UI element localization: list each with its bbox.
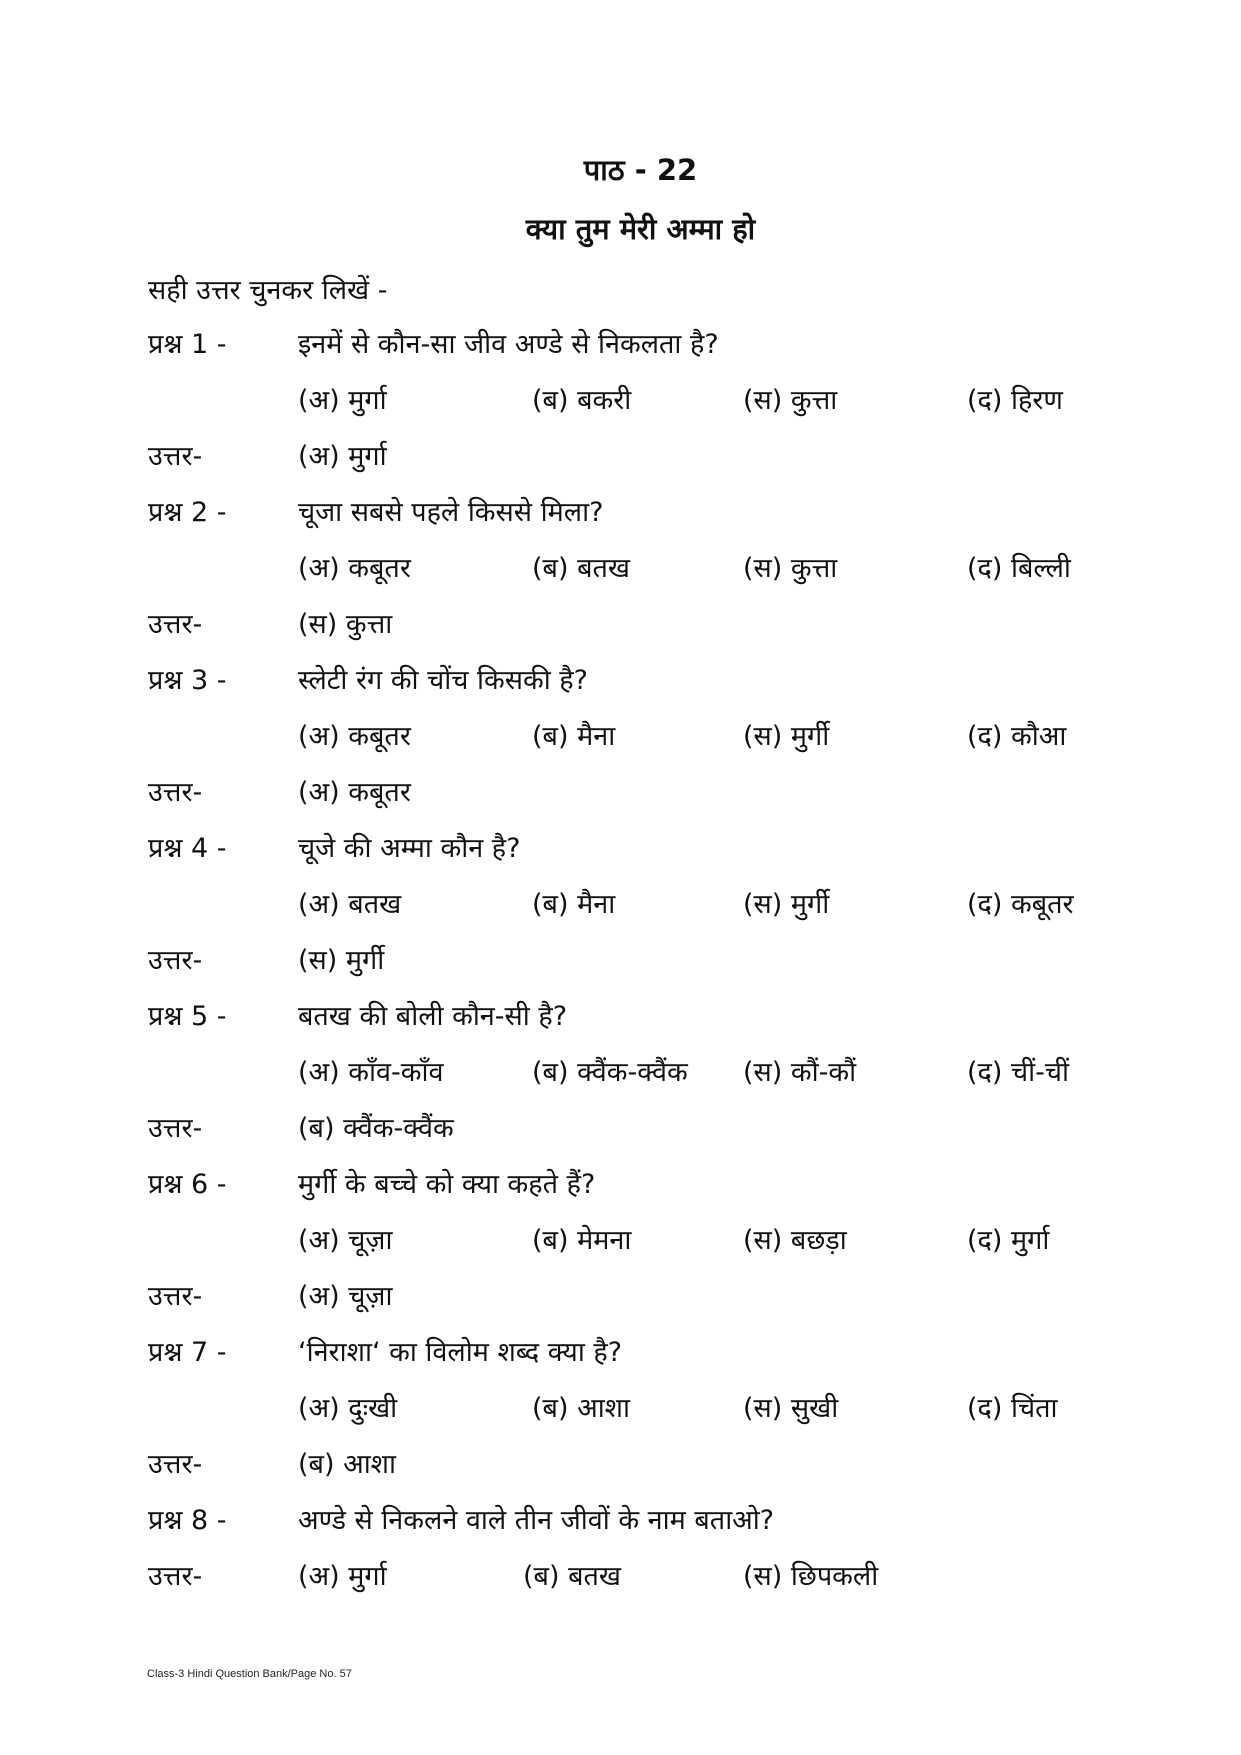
- answer-row: [0, 940, 1241, 980]
- lesson-title: क्या तुम मेरी अम्मा हो: [525, 212, 756, 246]
- answer-text: (अ) कबूतर: [298, 777, 411, 808]
- answer-label: उत्तर-: [148, 1561, 203, 1592]
- option-d: (द) हिरण: [967, 385, 1063, 416]
- options-row: [0, 716, 1241, 756]
- question-row: [0, 1500, 1241, 1540]
- option-b: (ब) बकरी: [532, 385, 632, 416]
- option-b: (ब) क्वैंक-क्वैंक: [532, 1057, 688, 1088]
- option-c: (स) कौं-कौं: [743, 1057, 857, 1088]
- option-d: (द) बिल्ली: [967, 553, 1071, 584]
- options-row: [0, 1220, 1241, 1260]
- options-row: [0, 548, 1241, 588]
- answer-row: [0, 1108, 1241, 1148]
- question-label: प्रश्न 8 -: [148, 1505, 227, 1536]
- question-text: चूजे की अम्मा कौन है?: [298, 833, 521, 864]
- answer-label: उत्तर-: [148, 441, 203, 472]
- option-b: (ब) मेमना: [532, 1225, 632, 1256]
- question-label: प्रश्न 1 -: [148, 329, 227, 360]
- question-row: [0, 828, 1241, 868]
- question-row: [0, 1332, 1241, 1372]
- question-text: बतख की बोली कौन-सी है?: [298, 1001, 568, 1032]
- answer-row: [0, 1444, 1241, 1484]
- question-row: [0, 492, 1241, 532]
- option-c: (स) बछड़ा: [743, 1225, 847, 1256]
- lesson-number: पाठ - 22: [583, 153, 698, 187]
- answer-text: (ब) क्वैंक-क्वैंक: [298, 1113, 454, 1144]
- answer-text: (स) कुत्ता: [298, 609, 393, 640]
- answer-text: (अ) मुर्गा: [298, 441, 387, 472]
- answer-label: उत्तर-: [148, 1113, 203, 1144]
- option-c: (स) मुर्गी: [743, 721, 830, 752]
- option-d: (द) मुर्गा: [967, 1225, 1050, 1256]
- question-row: [0, 1164, 1241, 1204]
- question-row: [0, 324, 1241, 364]
- options-row: [0, 380, 1241, 420]
- answer-label: उत्तर-: [148, 609, 203, 640]
- question-text: इनमें से कौन-सा जीव अण्डे से निकलता है?: [298, 329, 719, 360]
- question-text: मुर्गी के बच्चे को क्या कहते हैं?: [298, 1169, 596, 1200]
- answer-text: (अ) चूज़ा: [298, 1281, 393, 1312]
- option-d: (द) कौआ: [967, 721, 1067, 752]
- option-a: (अ) दुःखी: [298, 1393, 398, 1424]
- option-a: (अ) काँव-काँव: [298, 1057, 444, 1088]
- answer-text: (स) मुर्गी: [298, 945, 385, 976]
- question-text: चूजा सबसे पहले किससे मिला?: [298, 497, 604, 528]
- question-text: अण्डे से निकलने वाले तीन जीवों के नाम बताओ?: [298, 1505, 775, 1536]
- question-text: ‘निराशा‘ का विलोम शब्द क्या है?: [298, 1337, 623, 1368]
- question-row: [0, 996, 1241, 1036]
- option-d: (द) चिंता: [967, 1393, 1058, 1424]
- answer-text: (ब) आशा: [298, 1449, 397, 1480]
- option-c: (स) मुर्गी: [743, 889, 830, 920]
- question-label: प्रश्न 4 -: [148, 833, 227, 864]
- option-d: (द) चीं-चीं: [967, 1057, 1070, 1088]
- option-a: (अ) कबूतर: [298, 721, 411, 752]
- question-label: प्रश्न 5 -: [148, 1001, 227, 1032]
- answer-label: उत्तर-: [148, 1281, 203, 1312]
- option-c: (स) कुत्ता: [743, 553, 838, 584]
- page-footer: Class-3 Hindi Question Bank/Page No. 57: [147, 1668, 352, 1680]
- options-row: [0, 884, 1241, 924]
- answer-item-c: (स) छिपकली: [743, 1561, 879, 1592]
- question-label: प्रश्न 7 -: [148, 1337, 227, 1368]
- option-b: (ब) आशा: [532, 1393, 631, 1424]
- answer-row: [0, 1276, 1241, 1316]
- option-b: (ब) बतख: [532, 553, 630, 584]
- answer-row: [0, 1556, 1241, 1596]
- answer-label: उत्तर-: [148, 945, 203, 976]
- answer-label: उत्तर-: [148, 777, 203, 808]
- options-row: [0, 1052, 1241, 1092]
- answer-item-b: (ब) बतख: [523, 1561, 621, 1592]
- answer-label: उत्तर-: [148, 1449, 203, 1480]
- answer-row: [0, 436, 1241, 476]
- answer-row: [0, 772, 1241, 812]
- question-label: प्रश्न 2 -: [148, 497, 227, 528]
- option-a: (अ) कबूतर: [298, 553, 411, 584]
- question-label: प्रश्न 3 -: [148, 665, 227, 696]
- option-c: (स) कुत्ता: [743, 385, 838, 416]
- question-label: प्रश्न 6 -: [148, 1169, 227, 1200]
- question-row: [0, 660, 1241, 700]
- option-d: (द) कबूतर: [967, 889, 1074, 920]
- instruction: सही उत्तर चुनकर लिखें -: [148, 275, 388, 306]
- option-a: (अ) बतख: [298, 889, 402, 920]
- answer-item-a: (अ) मुर्गा: [298, 1561, 387, 1592]
- option-a: (अ) मुर्गा: [298, 385, 387, 416]
- options-row: [0, 1388, 1241, 1428]
- option-b: (ब) मैना: [532, 889, 616, 920]
- option-b: (ब) मैना: [532, 721, 616, 752]
- option-c: (स) सुखी: [743, 1393, 839, 1424]
- answer-row: [0, 604, 1241, 644]
- question-text: स्लेटी रंग की चोंच किसकी है?: [298, 665, 588, 696]
- option-a: (अ) चूज़ा: [298, 1225, 393, 1256]
